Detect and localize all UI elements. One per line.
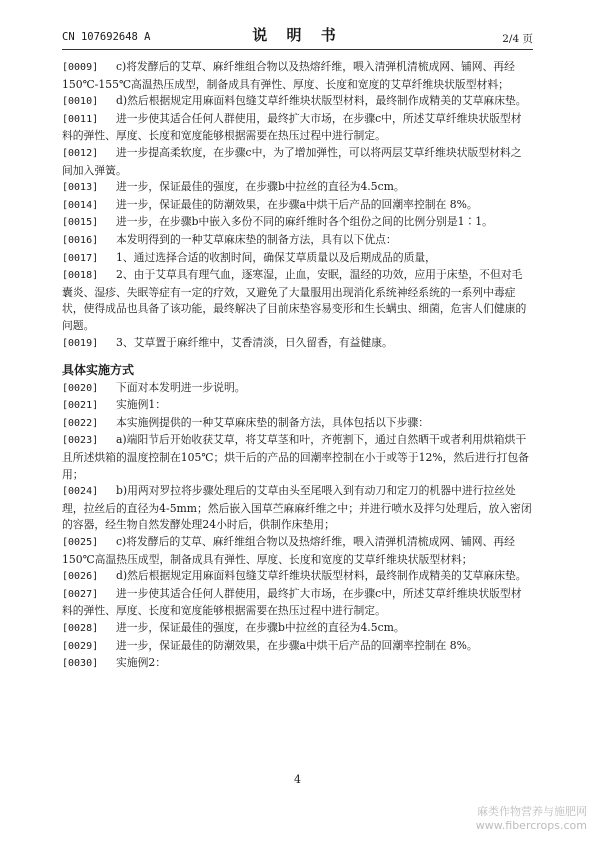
- paragraph-text: 实施例1：: [116, 398, 167, 412]
- paragraph: [62, 397, 532, 415]
- paragraph-text: 1、通过选择合适的收割时间，确保艾草质量以及后期成品的质量，: [116, 250, 436, 264]
- paragraph-number: [0028]: [62, 623, 99, 634]
- paragraph-text: 进一步，保证最佳的强度，在步骤b中拉丝的直径为4.5cm。: [116, 621, 405, 634]
- paragraph-number: [0029]: [62, 640, 99, 652]
- page-number: 4: [294, 773, 301, 786]
- paragraph-text: d)然后根据规定用麻面料包缝艾草纤维块状版型材料，最终制作成精美的艾草麻床垫。: [116, 94, 527, 108]
- paragraph-text: 进一步使其适合任何人群使用，最终扩大市场，在步骤c中，所述艾草纤维块状版型材料的弹性、厚度、长度和宽度能够根据需要在热压过程中进行制定。: [62, 586, 522, 618]
- paragraph-number: [0020]: [62, 382, 99, 394]
- paragraph-number: [0015]: [62, 217, 99, 229]
- paragraph-text: c)将发酵后的艾草、麻纤维组合物以及热熔纤维，喂入清弹机清梳成网、铺网、再经150℃高温热压成型，制备成具有弹性、厚度、长度和宽度的艾草纤维块状版型材料；: [62, 535, 515, 566]
- paragraph-number: [0019]: [62, 337, 99, 349]
- page-count: 2/4 页: [502, 33, 533, 45]
- header-rule: [62, 49, 533, 50]
- paragraph-number: [0027]: [62, 588, 99, 600]
- paragraph-number: [0026]: [62, 571, 99, 583]
- paragraph: [62, 250, 532, 268]
- paragraph: [62, 111, 532, 145]
- paragraph-number: [0013]: [62, 182, 99, 194]
- paragraph-text: 本发明得到的一种艾草麻床垫的制备方法，具有以下优点：: [116, 232, 397, 246]
- paragraph-number: [0021]: [62, 400, 99, 412]
- paragraph-text: 进一步，保证最佳的防潮效果，在步骤a中烘干后产品的回潮率控制在 8%。: [116, 197, 478, 211]
- paragraph: [62, 380, 532, 398]
- paragraph: [62, 655, 532, 673]
- paragraph: [62, 59, 532, 93]
- paragraph-text: a)端阳节后开始收获艾草，将艾草茎和叶，齐蔸割下，通过自然晒干或者利用烘箱烘干且所述烘箱的温度控制在105℃；烘干后的产品的回潮率控制在小于或等于12%，然后进行打包备用；: [62, 433, 529, 481]
- watermark-name: 麻类作物营养与施肥网: [477, 805, 587, 818]
- paragraph: [62, 197, 532, 215]
- paragraph-text: 实施例2：: [116, 656, 167, 670]
- paragraph-text: b)用两对罗拉将步骤处理后的艾草由头至尾喂入到有动刀和定刀的机器中进行拉丝处理，拉丝后的直径为4-5mm；然后嵌入国草苎麻麻纤维之中；并进行喷水及拌匀处理后，放入密闭的容器，经生物自然发酵处理24小时后，供制作床垫用；: [62, 484, 532, 532]
- paragraph-list-bottom: [62, 380, 532, 673]
- paragraph: [62, 335, 532, 353]
- paragraph: [62, 145, 532, 179]
- publication-number: CN 107692648 A: [62, 31, 151, 43]
- paragraph: [62, 415, 532, 433]
- watermark: [476, 805, 587, 833]
- watermark-url: www.fibercrops.com: [475, 819, 587, 832]
- paragraph: [62, 534, 532, 568]
- paragraph: [62, 586, 532, 620]
- paragraph-number: [0017]: [62, 252, 99, 264]
- paragraph: [62, 638, 532, 656]
- paragraph-number: [0011]: [62, 113, 99, 125]
- paragraph: [62, 179, 532, 197]
- paragraph: [62, 483, 532, 534]
- paragraph-text: 进一步提高柔软度，在步骤c中，为了增加弹性，可以将两层艾草纤维块状版型材料之间加入弹簧。: [62, 145, 522, 177]
- document-body: [62, 59, 532, 673]
- paragraph-text: d)然后根据规定用麻面料包缝艾草纤维块状版型材料，最终制作成精美的艾草麻床垫。: [116, 569, 527, 583]
- paragraph: [62, 214, 532, 232]
- paragraph: [62, 620, 532, 638]
- paragraph: [62, 432, 532, 483]
- paragraph-number: [0010]: [62, 96, 99, 108]
- paragraph-text: 本实施例提供的一种艾草麻床垫的制备方法，具体包括以下步骤：: [116, 415, 430, 429]
- paragraph-number: [0012]: [62, 147, 99, 159]
- paragraph: [62, 568, 532, 586]
- paragraph-number: [0009]: [62, 62, 99, 73]
- paragraph-number: [0030]: [62, 658, 99, 670]
- paragraph-text: 进一步，保证最佳的防潮效果，在步骤a中烘干后产品的回潮率控制在 8%。: [116, 638, 478, 652]
- paragraph-text: 进一步使其适合任何人群使用，最终扩大市场，在步骤c中，所述艾草纤维块状版型材料的弹性、厚度、长度和宽度能够根据需要在热压过程中进行制定。: [62, 111, 522, 143]
- paragraph-number: [0025]: [62, 537, 99, 549]
- paragraph-text: 下面对本发明进一步说明。: [116, 380, 246, 394]
- paragraph-number: [0016]: [62, 234, 99, 246]
- paragraph: [62, 232, 532, 250]
- paragraph-text: 进一步，在步骤b中嵌入多份不同的麻纤维时各个组份之间的比例分别是1∶1。: [116, 215, 493, 229]
- paragraph-number: [0023]: [62, 435, 99, 447]
- paragraph: [62, 267, 532, 334]
- page-header: [62, 22, 533, 48]
- paragraph-number: [0018]: [62, 270, 99, 282]
- document-title: 说 明 书: [252, 26, 343, 44]
- paragraph: [62, 93, 532, 111]
- paragraph-number: [0022]: [62, 417, 99, 429]
- paragraph-list-top: [62, 59, 532, 352]
- paragraph-text: 进一步，保证最佳的强度，在步骤b中拉丝的直径为4.5cm。: [116, 180, 405, 194]
- paragraph-text: 2、由于艾草具有理气血，逐寒湿，止血，安眠，温经的功效，应用于床垫，不但对毛囊炎、湿疹、失眠等症有一定的疗效，又避免了大量服用出现消化系统神经系统的一系列中毒症状，使得成品也具备了该功能，最终解决了目前床垫容易变形和生长螨虫、细菌，危害人们健康的问题。: [62, 268, 527, 332]
- paragraph-number: [0024]: [62, 486, 99, 498]
- section-title: 具体实施方式: [62, 363, 135, 378]
- paragraph-text: 3、艾草置于麻纤维中，艾香清淡，日久留香，有益健康。: [116, 335, 393, 349]
- paragraph-text: c)将发酵后的艾草、麻纤维组合物以及热熔纤维，喂入清弹机清梳成网、铺网、再经150℃-155℃高温热压成型，制备成具有弹性、厚度、长度和宽度的艾草纤维块状版型材料；: [62, 60, 515, 91]
- paragraph-number: [0014]: [62, 199, 99, 211]
